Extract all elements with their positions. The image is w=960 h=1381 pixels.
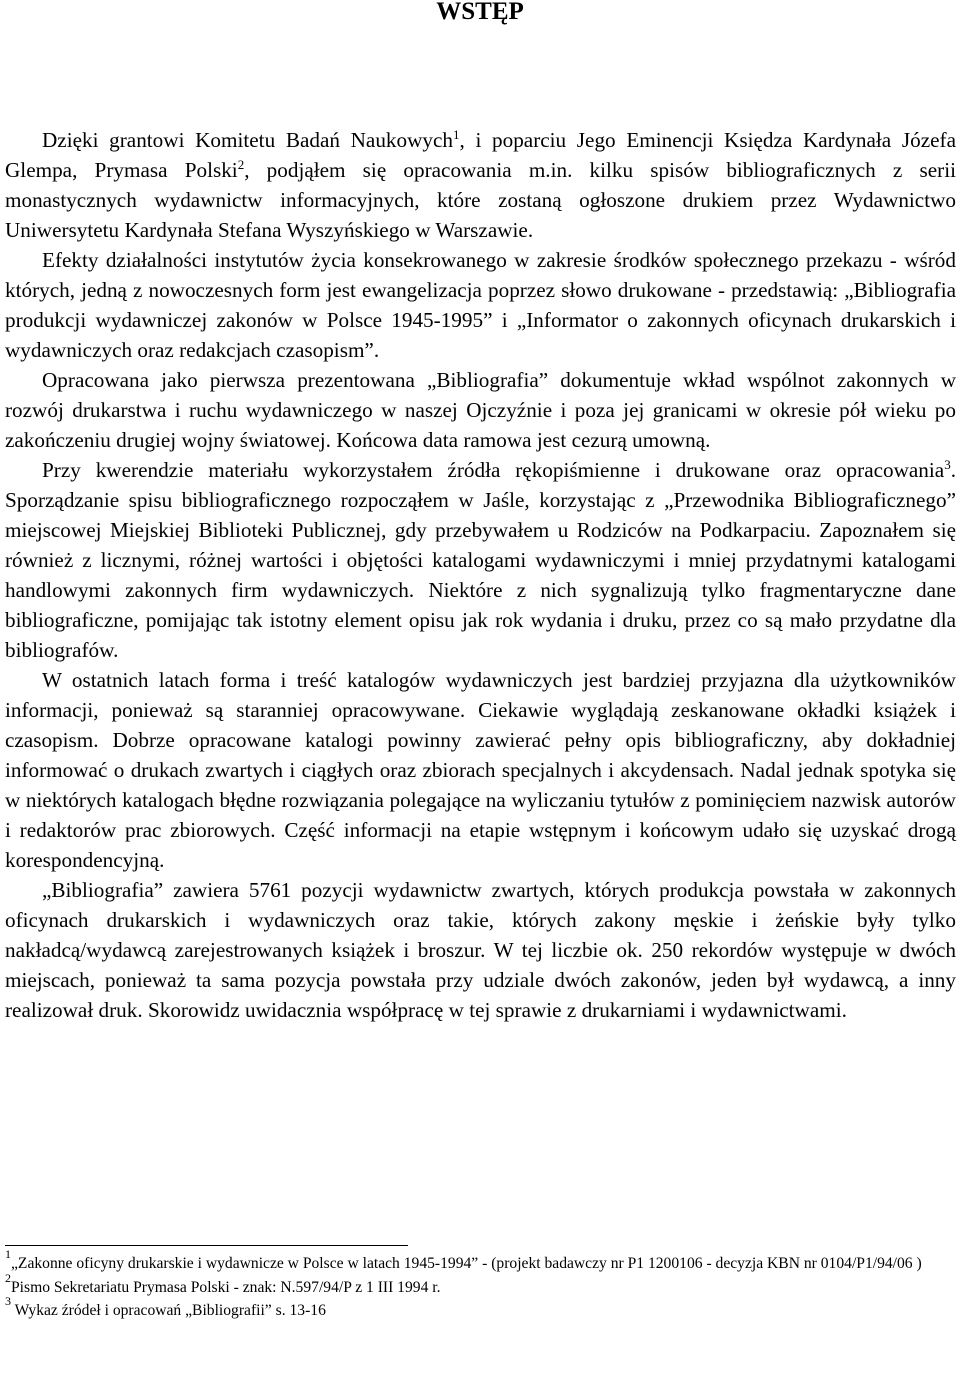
paragraph-1-part-b: , i poparciu Jego Eminencji Księdza Kardynała Józefa Glempa, Prymasa Polski [5,128,956,182]
paragraph-2: Efekty działalności instytutów życia konsekrowanego w zakresie środków społecznego przekazu - wśród których, jedną z nowoczesnych form jest ewangelizacja poprzez słowo drukowane - przedstawią: „Bibliografia produkcji wydawniczej zakonów w Polsce 1945-1995” i „Informator o zakonnych oficynach drukarskich i wydawniczych oraz redakcjach czasopism”. [5,248,956,362]
footnote-text-3: Wykaz źródeł i opracowań „Bibliografii” s. 13-16 [11,1302,326,1319]
paragraph-5: W ostatnich latach forma i treść katalogów wydawniczych jest bardziej przyjazna dla użytkowników informacji, ponieważ są staranniej opracowywane. Ciekawie wyglądają zeskanowane okładki książek i czasopism. Dobrze opracowane katalogi powinny zawierać pełny opis bibliograficzny, aby dokładniej informować o drukach zwartych i ciągłych oraz zbiorach specjalnych i akcydensach. Nadal jednak spotyka się w niektórych katalogach błędne rozwiązania polegające na wyliczaniu tytułów z pominięciem nazwisk autorów i redaktorów prac zbiorowych. Część informacji na etapie wstępnym i końcowym udało się uzyskać drogą korespondencyjną. [5,668,956,872]
paragraph-1-part-c: , podjąłem się opracowania m.in. kilku spisów bibliograficznych z serii monastycznych wydawnictw informacyjnych, które zostaną ogłoszone drukiem przez Wydawnictwo Uniwersytetu Kardynała Stefana Wyszyńskiego w Warszawie. [5,158,956,242]
footnote-number-3: 3 [5,1294,11,1308]
paragraph-1 [5,125,956,245]
footnote-1 [5,1247,945,1276]
paragraph-4-part-a: Przy kwerendzie materiału wykorzystałem źródła rękopiśmienne i drukowane oraz opracowania [42,458,945,482]
footnote-text-2: Pismo Sekretariatu Prymasa Polski - znak: N.597/94/P z 1 III 1994 r. [11,1278,441,1296]
main-text [5,125,956,1025]
footnote-separator [5,1245,408,1246]
paragraph-1-part-a: Dzięki grantowi Komitetu Badań Naukowych [42,128,453,152]
footnote-2 [5,1270,945,1300]
footnote-3 [5,1294,945,1323]
footnote-ref-1[interactable]: 1 [453,127,460,142]
footnotes [5,1247,945,1323]
footnote-text-1: „Zakonne oficyny drukarskie i wydawnicze w Polsce w latach 1945-1994” - (projekt badawczy nr P1 1200106 - decyzja KBN nr 0104/P1/94/06 ) [11,1255,922,1272]
page-title: WSTĘP [436,0,524,25]
paragraph-3: Opracowana jako pierwsza prezentowana „Bibliografia” dokumentuje wkład wspólnot zakonnych w rozwój drukarstwa i ruchu wydawniczego w naszej Ojczyźnie i poza jej granicami w okresie pół wieku po zakończeniu drugiej wojny światowej. Końcowa data ramowa jest cezurą umowną. [5,368,956,452]
footnote-number-1: 1 [5,1247,11,1261]
footnote-number-2: 2 [5,1270,11,1285]
paragraph-4-part-b: . Sporządzanie spisu bibliograficznego rozpocząłem w Jaśle, korzystając z „Przewodnika Bibliograficznego” miejscowej Miejskiej Biblioteki Publicznej, gdy przebywałem u Rodziców na Podkarpaciu. Zapoznałem się również z licznymi, różnej wartości i objętości katalogami wydawniczymi i mniej przydatnymi katalogami handlowymi zakonnych firm wydawniczych. Niektóre z nich sygnalizują tylko fragmentaryczne dane bibliograficzne, pomijając tak istotny element opisu jak rok wydania i druku, przez co są mało przydatne dla bibliografów. [5,458,956,662]
paragraph-6: „Bibliografia” zawiera 5761 pozycji wydawnictw zwartych, których produkcja powstała w zakonnych oficynach drukarskich i wydawniczych oraz takie, których zakony męskie i żeńskie były tylko nakładcą/wydawcą zarejestrowanych książek i broszur. W tej liczbie ok. 250 rekordów występuje w dwóch miejscach, ponieważ ta sama pozycja powstała przy udziale dwóch zakonów, jeden był wydawcą, a inny realizował druk. Skorowidz uwidacznia współpracę w tej sprawie z drukarniami i wydawnictwami. [5,878,956,1022]
footnote-ref-2[interactable]: 2 [237,157,245,172]
footnote-ref-3[interactable]: 3 [944,457,951,472]
paragraph-4 [5,455,956,665]
